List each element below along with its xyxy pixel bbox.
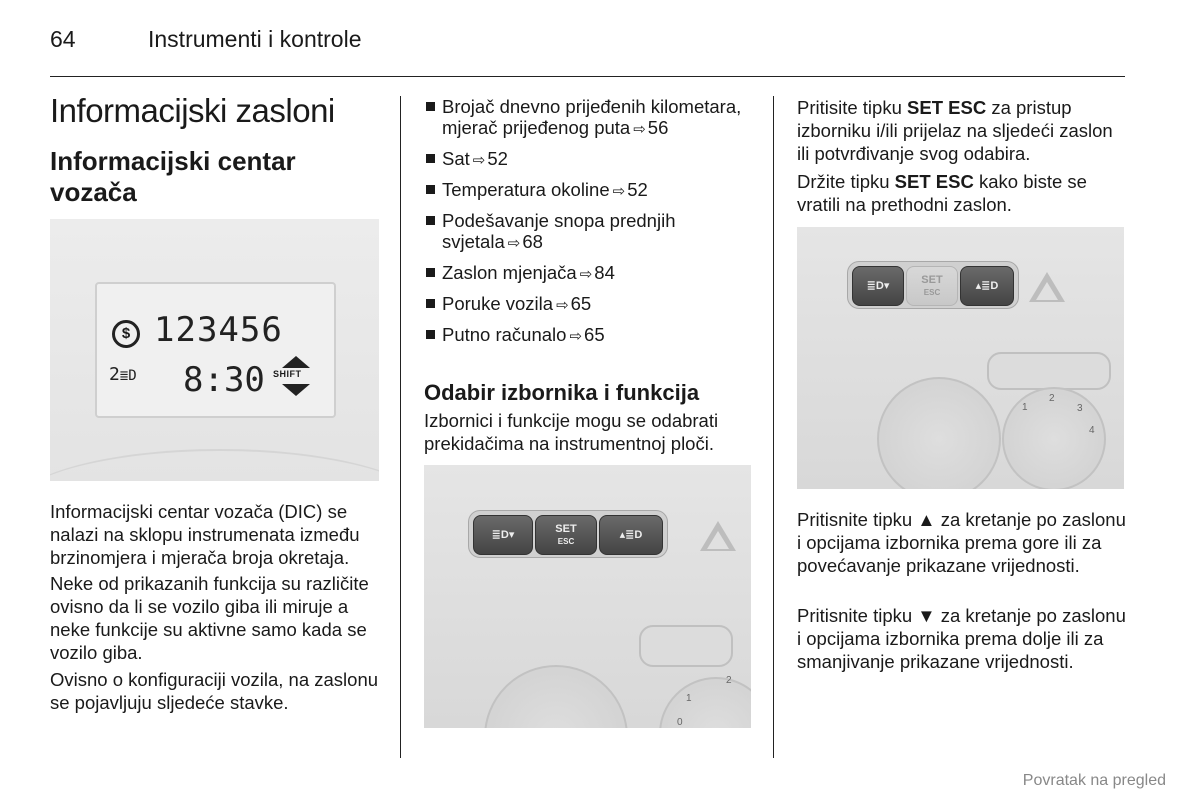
page-reference-link[interactable]: 68 [522,231,543,252]
dic-odometer-value: 123456 [154,310,283,350]
light-down-button-image: ≣D▾ [473,515,533,555]
chapter-title: Instrumenti i kontrole [148,26,362,52]
subsection-heading: Informacijski centar vozača [50,146,296,207]
dial-number: 2 [726,675,732,686]
dic-screen [95,282,336,418]
header-rule [50,76,1125,77]
esc-label: ESC [557,537,575,546]
fan-speed-knob-image [659,677,751,728]
list-item [424,179,769,202]
text-fragment: Pritisite tipku [797,97,908,118]
back-to-overview-link[interactable]: Povratak na pregled [1022,772,1166,789]
page-reference-link[interactable]: 52 [487,148,508,169]
light-up-button-image: ▴≣D [960,266,1014,306]
list-item-text: Brojač dnevno prijeđenih kilometara, mjerač prijeđenog puta [442,96,742,138]
page-reference-link[interactable]: 52 [627,179,648,200]
list-item-text: Zaslon mjenjača [442,262,577,283]
page-reference-link[interactable]: 84 [594,262,615,283]
ventilation-knob-image [484,665,628,728]
square-bullet-icon [426,185,435,194]
panel-curve-decoration [50,449,379,481]
dic-time-value: 8:30 [183,360,265,400]
page-reference-arrow-icon: ⇨ [569,328,583,345]
shift-label: SHIFT [273,369,302,379]
section-heading: Informacijski zasloni [50,92,335,129]
functions-paragraph: Neke od prikazanih funkcija su različite ovisno da li se vozilo giba ili miruje a neke funkcije su aktivne samo kada se vozilo giba. [50,573,369,663]
page-reference-link[interactable]: 65 [584,324,605,345]
list-item [424,148,769,171]
page-reference-arrow-icon: ⇨ [633,121,646,138]
dic-indicator-number: 2 [109,364,120,385]
text-fragment: Držite tipku [797,171,895,192]
text-fragment: za pristup izborniku i/ili prijelaz na sljedeći zaslon ili potvrđivanje svog odabira. [797,97,1113,164]
up-key-paragraph: Pritisnite tipku ▲ za kretanje po zaslonu i opcijama izbornika prema gore ili za povećavanje prikazane vrijednosti. [797,509,1126,576]
hazard-triangle-inner [707,531,729,549]
menu-selection-heading: Odabir izbornika i funkcija [424,380,700,405]
dial-number: 2 [1049,393,1055,404]
square-bullet-icon [426,102,435,111]
set-label: SET [921,274,943,286]
list-item-text: Podešavanje snopa prednjih svjetala [442,210,676,252]
climate-buttons-image [987,352,1111,390]
coin-icon: $ [112,320,140,348]
list-item [424,262,769,285]
text-fragment: kako biste se vratili na prethodni zaslon. [797,171,1087,215]
list-item-text: Sat [442,148,470,169]
dial-number: 1 [1022,402,1028,413]
dashboard-buttons-closeup-photo [797,227,1124,489]
button-cluster [847,261,1019,309]
hazard-triangle-inner [1036,282,1058,300]
set-esc-button-image [535,515,597,555]
list-item-text: Poruke vozila [442,293,554,314]
light-up-button-image: ▴≣D [599,515,663,555]
intro-paragraph: Informacijski centar vozača (DIC) se nalazi na sklopu instrumenata između brzinomjera i mjerača broja okretaja. [50,501,360,568]
dic-light-indicator [109,364,137,385]
dial-number: 4 [1089,425,1095,436]
dial-number: 1 [686,693,692,704]
dashboard-buttons-photo [424,465,751,728]
set-esc-key-name: SET ESC [894,171,974,192]
down-key-paragraph: Pritisnite tipku ▼ za kretanje po zaslonu i opcijama izbornika prema dolje ili za smanjivanje prikazane vrijednosti. [797,605,1126,672]
set-esc-button-image [906,266,958,306]
dial-number: 0 [677,717,683,728]
dic-display-illustration [50,219,379,481]
dial-number: 3 [1077,403,1083,414]
hold-set-esc-paragraph [797,170,1127,216]
set-esc-paragraph [797,96,1127,165]
button-cluster [468,510,668,558]
page-reference-link[interactable]: 65 [570,293,592,314]
page-reference-arrow-icon: ⇨ [556,297,569,314]
page-reference-link[interactable]: 56 [647,117,669,138]
shift-down-arrow-icon [282,384,310,396]
ventilation-knob-image [877,377,1001,489]
esc-label: ESC [923,288,941,297]
menu-selection-text: Izbornici i funkcije mogu se odabrati prekidačima na instrumentnoj ploči. [424,410,719,454]
set-esc-key-name: SET ESC [907,97,987,118]
page-number: 64 [50,26,76,52]
square-bullet-icon [426,268,435,277]
list-item [424,293,769,316]
shift-up-arrow-icon [282,356,310,368]
list-item-text: Temperatura okoline [442,179,610,200]
page-reference-arrow-icon: ⇨ [472,152,486,169]
column-divider-left [400,96,401,758]
headlight-icon: ≣D [119,368,137,384]
list-item [424,210,769,254]
configuration-paragraph: Ovisno o konfiguraciji vozila, na zaslonu se pojavljuju sljedeće stavke. [50,669,379,713]
set-label: SET [555,523,577,535]
climate-button-image [639,625,733,667]
page-reference-arrow-icon: ⇨ [612,183,626,200]
square-bullet-icon [426,299,435,308]
column-divider-right [773,96,774,758]
light-down-button-image: ≣D▾ [852,266,904,306]
square-bullet-icon [426,154,435,163]
square-bullet-icon [426,330,435,339]
page-reference-arrow-icon: ⇨ [579,266,593,283]
list-item [424,324,769,347]
display-items-list [424,96,769,355]
list-item [424,96,769,140]
square-bullet-icon [426,216,435,225]
page-reference-arrow-icon: ⇨ [507,235,521,252]
list-item-text: Putno računalo [442,324,567,345]
